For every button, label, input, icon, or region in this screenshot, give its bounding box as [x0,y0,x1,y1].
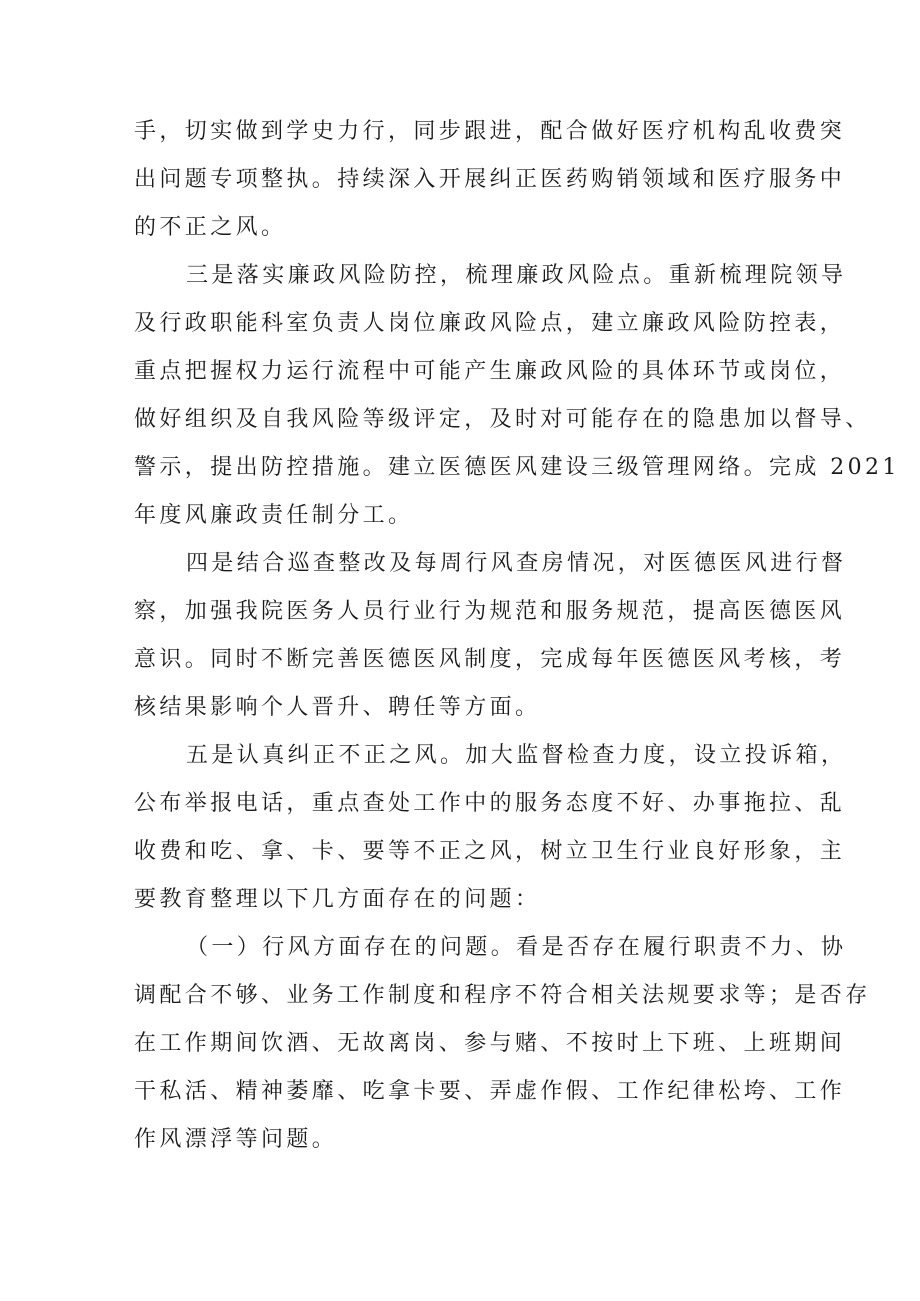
paragraph-5-line-3: 在工作期间饮酒、无故离岗、参与赌、不按时上下班、上班期间 [134,1031,846,1056]
paragraph-3-line-2: 察，加强我院医务人员行业行为规范和服务规范，提高医德医风 [134,599,846,624]
paragraph-2-line-4: 做好组织及自我风险等级评定，及时对可能存在的隐患加以督导、 [134,407,871,432]
paragraph-4-line-2: 公布举报电话，重点查处工作中的服务态度不好、办事拖拉、乱 [134,791,846,816]
paragraph-1-line-3: 的不正之风。 [134,215,287,240]
paragraph-2-line-3: 重点把握权力运行流程中可能产生廉政风险的具体环节或岗位， [134,359,846,384]
paragraph-1-line-2: 出问题专项整执。持续深入开展纠正医药购销领域和医疗服务中 [134,167,846,192]
paragraph-4-line-1: 五是认真纠正不正之风。加大监督检查力度，设立投诉箱， [186,743,847,768]
paragraph-3-line-3: 意识。同时不断完善医德医风制度，完成每年医德医风考核，考 [134,647,846,672]
paragraph-4-line-4: 要教育整理以下几方面存在的问题： [134,887,541,912]
paragraph-5-line-4: 干私活、精神萎靡、吃拿卡要、弄虚作假、工作纪律松垮、工作 [134,1079,846,1104]
paragraph-5-line-1: （一）行风方面存在的问题。看是否存在履行职责不力、协 [186,935,847,960]
paragraph-2-line-1: 三是落实廉政风险防控，梳理廉政风险点。重新梳理院领导 [186,263,847,288]
paragraph-5-line-5: 作风漂浮等问题。 [134,1127,338,1152]
paragraph-3-line-4: 核结果影响个人晋升、聘任等方面。 [134,695,541,720]
paragraph-2-line-5: 警示，提出防控措施。建立医德医风建设三级管理网络。完成 2021 [134,455,900,480]
paragraph-2-line-2: 及行政职能科室负责人岗位廉政风险点，建立廉政风险防控表， [134,311,846,336]
paragraph-5-line-2: 调配合不够、业务工作制度和程序不符合相关法规要求等；是否存 [134,983,871,1008]
paragraph-3-line-1: 四是结合巡查整改及每周行风查房情况，对医德医风进行督 [186,551,847,576]
paragraph-4-line-3: 收费和吃、拿、卡、要等不正之风，树立卫生行业良好形象，主 [134,839,846,864]
paragraph-2-line-6: 年度风廉政责任制分工。 [134,503,414,528]
paragraph-1-line-1: 手，切实做到学史力行，同步跟进，配合做好医疗机构乱收费突 [134,119,846,144]
